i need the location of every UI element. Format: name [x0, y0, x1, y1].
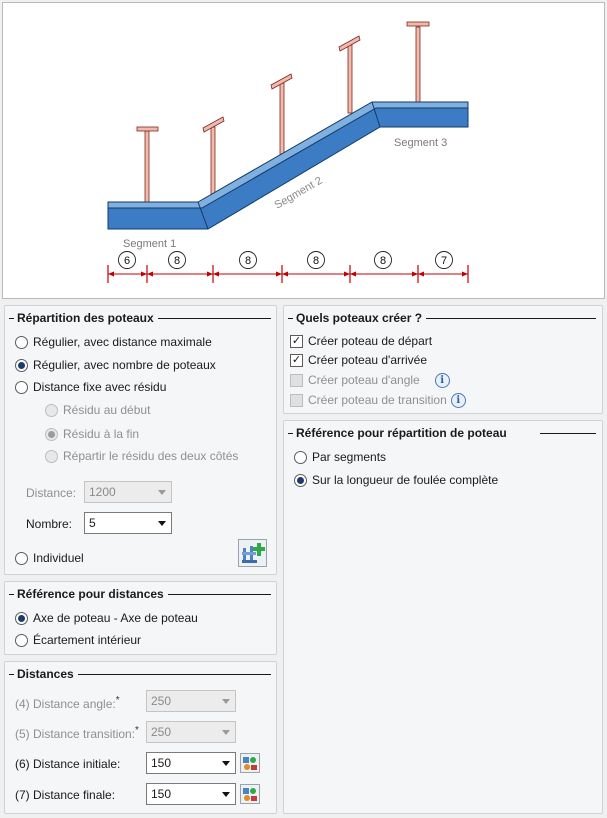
check-end[interactable] [290, 351, 427, 369]
radio-button[interactable] [294, 474, 307, 487]
railing-diagram [3, 3, 606, 300]
opt-individual[interactable] [15, 549, 84, 567]
radio-button[interactable] [294, 451, 307, 464]
distances-panel [4, 661, 277, 814]
initial-combo[interactable] [146, 752, 236, 774]
transition-label-text: (5) Distance transition: [15, 727, 136, 741]
radio-button[interactable] [15, 336, 28, 349]
chevron-down-icon [222, 730, 230, 735]
transition-combo[interactable] [146, 721, 236, 743]
dim-label-6: 7 [440, 255, 448, 267]
radio-button[interactable] [45, 450, 58, 463]
dimension-chain [108, 265, 468, 283]
opt-axis[interactable] [15, 609, 198, 627]
transition-value: 250 [151, 725, 172, 739]
pick-initial-button[interactable] [240, 753, 260, 773]
final-value: 150 [151, 787, 172, 801]
post-1 [137, 127, 158, 205]
dim-label-5: 8 [379, 255, 387, 267]
chevron-down-icon [158, 521, 166, 526]
panel-rule [540, 433, 596, 434]
opt-segments-label: Par segments [312, 450, 387, 464]
post-3 [271, 74, 292, 157]
panel-rule [288, 318, 293, 319]
reference-distances-panel [4, 581, 277, 655]
opt-max-distance[interactable] [15, 333, 212, 351]
sub-both[interactable] [45, 447, 238, 465]
dim-label-1: 6 [123, 255, 131, 267]
transition-star: * [135, 725, 139, 736]
check-end-label: Créer poteau d'arrivée [308, 353, 428, 367]
post-2 [203, 117, 224, 199]
checkbox[interactable]: ✓ [291, 334, 302, 347]
radio-button[interactable] [45, 428, 58, 441]
initial-value: 150 [151, 756, 172, 770]
dim-label-4: 8 [312, 255, 320, 267]
stair-preview-diagram [2, 2, 605, 299]
chevron-down-icon [222, 792, 230, 797]
radio-button[interactable] [15, 381, 28, 394]
sub-start[interactable] [45, 401, 150, 419]
check-start[interactable] [290, 332, 432, 350]
opt-inner-label: Écartement intérieur [33, 633, 142, 647]
nombre-value: 5 [89, 516, 96, 530]
segment-2-label: Segment 2 [272, 174, 325, 212]
reference-repartition-title: Référence pour répartition de poteau [296, 426, 511, 440]
check-transition-label: Créer poteau de transition [308, 393, 447, 407]
opt-full-label: Sur la longueur de foulée complète [312, 473, 499, 487]
sub-end-label: Résidu à la fin [63, 427, 140, 441]
sub-start-label: Résidu au début [63, 403, 151, 417]
dimension-labels [119, 252, 453, 269]
transition-label [15, 725, 139, 741]
panel-rule [9, 318, 14, 319]
initial-label: (6) Distance initiale: [15, 757, 121, 771]
distances-title: Distances [17, 667, 78, 681]
panel-rule [9, 594, 14, 595]
dim-label-2: 8 [173, 255, 181, 267]
radio-button[interactable] [15, 552, 28, 565]
checkbox[interactable] [290, 394, 303, 407]
panel-rule [155, 318, 271, 319]
checkbox[interactable]: ✓ [291, 353, 302, 366]
panel-rule [9, 674, 14, 675]
panel-rule [288, 433, 293, 434]
handrail-beam [108, 102, 468, 229]
opt-count[interactable] [15, 356, 216, 374]
radio-button[interactable] [15, 359, 28, 372]
checkbox[interactable] [290, 374, 303, 387]
repartition-panel [4, 305, 277, 575]
reference-repartition-panel [283, 420, 603, 814]
final-combo[interactable] [146, 783, 236, 805]
check-angle[interactable] [290, 371, 450, 389]
opt-max-distance-label: Régulier, avec distance maximale [33, 335, 212, 349]
reference-distances-title: Référence pour distances [17, 587, 168, 601]
pick-distance-icon [241, 754, 259, 772]
opt-full[interactable] [294, 471, 498, 489]
sub-end[interactable] [45, 425, 139, 443]
quels-poteaux-title: Quels poteaux créer ? [296, 311, 426, 325]
chevron-down-icon [158, 490, 166, 495]
add-posts-icon [239, 540, 266, 566]
angle-label [15, 695, 120, 711]
final-label: (7) Distance finale: [15, 788, 116, 802]
radio-button[interactable] [45, 404, 58, 417]
angle-value: 250 [151, 694, 172, 708]
angle-star: * [115, 695, 120, 706]
opt-inner[interactable] [15, 631, 141, 649]
post-5 [407, 22, 429, 103]
segment-3-label: Segment 3 [394, 137, 448, 149]
panel-rule [77, 674, 271, 675]
post-4 [339, 36, 360, 113]
info-icon[interactable]: i [451, 393, 466, 408]
opt-fixed-label: Distance fixe avec résidu [33, 380, 167, 394]
check-transition[interactable] [290, 391, 466, 409]
opt-segments[interactable] [294, 448, 386, 466]
distance-combo[interactable] [84, 481, 172, 503]
pick-distance-icon [241, 785, 259, 803]
info-icon[interactable]: i [435, 373, 450, 388]
pick-final-button[interactable] [240, 784, 260, 804]
sub-both-label: Répartir le résidu des deux côtés [63, 449, 239, 463]
angle-combo[interactable] [146, 690, 236, 712]
radio-button[interactable] [15, 612, 28, 625]
distance-label: Distance: [26, 486, 77, 500]
repartition-title: Répartition des poteaux [17, 311, 158, 325]
check-angle-label: Créer poteau d'angle [308, 373, 420, 387]
nombre-label: Nombre: [26, 517, 73, 531]
dim-label-3: 8 [244, 255, 252, 267]
opt-count-label: Régulier, avec nombre de poteaux [33, 358, 216, 372]
check-start-label: Créer poteau de départ [308, 334, 433, 348]
nombre-combo[interactable] [84, 512, 172, 534]
angle-label-text: (4) Distance angle: [15, 697, 116, 711]
opt-fixed[interactable] [15, 378, 166, 396]
chevron-down-icon [222, 699, 230, 704]
quels-poteaux-panel [283, 305, 603, 414]
segment-1-label: Segment 1 [123, 238, 177, 250]
opt-axis-label: Axe de poteau - Axe de poteau [33, 611, 198, 625]
add-posts-button[interactable] [238, 539, 267, 567]
chevron-down-icon [222, 761, 230, 766]
radio-button[interactable] [15, 634, 28, 647]
opt-individual-label: Individuel [33, 551, 84, 565]
panel-rule [426, 318, 596, 319]
panel-rule [165, 594, 271, 595]
distance-value: 1200 [89, 485, 116, 499]
